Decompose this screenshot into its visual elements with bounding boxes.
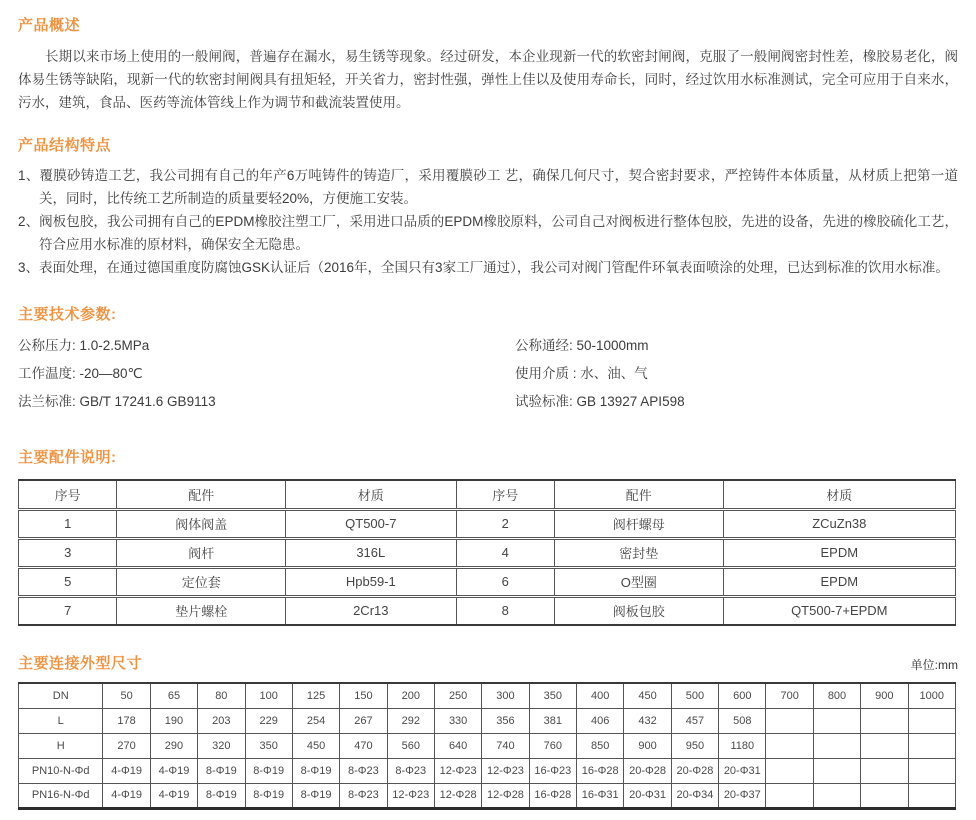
table-cell <box>813 783 860 808</box>
table-cell <box>861 708 908 733</box>
table-cell: 阀杆 <box>117 538 286 567</box>
table-cell <box>861 758 908 783</box>
table-cell: 267 <box>340 708 387 733</box>
table-cell: 203 <box>198 708 245 733</box>
table-cell: 定位套 <box>117 567 286 596</box>
table-cell: 8-Φ23 <box>340 783 387 808</box>
table-cell: 4 <box>456 538 554 567</box>
table-cell: 229 <box>245 708 292 733</box>
table-cell: 50 <box>103 683 150 708</box>
table-cell: 406 <box>577 708 624 733</box>
table-cell: 1 <box>19 509 117 538</box>
table-cell: 16-Φ31 <box>577 783 624 808</box>
table-row <box>19 509 956 538</box>
table-cell: 125 <box>292 683 339 708</box>
table-row <box>19 708 956 733</box>
table-cell: 350 <box>529 683 576 708</box>
table-cell: 800 <box>813 683 860 708</box>
table-cell <box>766 758 813 783</box>
table-cell: 8-Φ19 <box>198 758 245 783</box>
table-cell: 508 <box>719 708 766 733</box>
table-cell: 2Cr13 <box>286 596 457 625</box>
table-cell: DN <box>19 683 103 708</box>
table-cell: ZCuZn38 <box>723 509 955 538</box>
feature-text: 覆膜砂铸造工艺，我公司拥有自己的年产6万吨铸件的铸造厂，采用覆膜砂工 艺，确保几何尺寸，契合密封要求，严控铸件本体质量，从材质上把第一道关，同时，比传统工艺所制造的质量要轻20%，方便施工安装。 <box>39 168 958 206</box>
table-cell: 3 <box>19 538 117 567</box>
table-cell: 900 <box>624 733 671 758</box>
table-cell: 6 <box>456 567 554 596</box>
table-cell: EPDM <box>723 538 955 567</box>
table-cell: 450 <box>292 733 339 758</box>
table-cell: 8-Φ23 <box>387 758 434 783</box>
table-cell: 600 <box>719 683 766 708</box>
table-cell: QT500-7+EPDM <box>723 596 955 625</box>
table-row <box>19 683 956 708</box>
table-cell: 350 <box>245 733 292 758</box>
table-cell: 8-Φ19 <box>198 783 245 808</box>
table-cell: 1000 <box>908 683 955 708</box>
table-cell: 700 <box>766 683 813 708</box>
table-header-cell: 序号 <box>456 480 554 509</box>
table-row <box>19 567 956 596</box>
table-cell <box>908 708 955 733</box>
table-cell: 80 <box>198 683 245 708</box>
table-cell: 4-Φ19 <box>150 758 197 783</box>
features-list <box>18 164 958 279</box>
table-cell: 316L <box>286 538 457 567</box>
table-cell: 500 <box>671 683 718 708</box>
feature-text: 阀板包胶，我公司拥有自己的EPDM橡胶注塑工厂，采用进口品质的EPDM橡胶原料，公司自己对阀板进行整体包胶，先进的设备，先进的橡胶硫化工艺，符合应用水标准的原材料，确保安全无隐患。 <box>39 214 958 252</box>
table-cell: 8-Φ19 <box>245 783 292 808</box>
table-cell: O型圈 <box>554 567 723 596</box>
table-cell: L <box>19 708 103 733</box>
table-cell: 254 <box>292 708 339 733</box>
table-cell <box>766 708 813 733</box>
table-header-cell: 材质 <box>723 480 955 509</box>
table-cell: 4-Φ19 <box>150 783 197 808</box>
table-cell: 阀体阀盖 <box>117 509 286 538</box>
table-cell: 190 <box>150 708 197 733</box>
table-cell: 阀杆螺母 <box>554 509 723 538</box>
table-cell: 密封垫 <box>554 538 723 567</box>
feature-number: 2、 <box>18 214 40 229</box>
table-cell: H <box>19 733 103 758</box>
table-cell: 640 <box>434 733 481 758</box>
features-heading: 产品结构特点 <box>18 137 112 154</box>
table-cell: 292 <box>387 708 434 733</box>
table-cell: PN16-N-Φd <box>19 783 103 808</box>
table-cell <box>813 708 860 733</box>
param-nominal-diameter: 公称通经: 50-1000mm <box>515 338 649 353</box>
feature-item <box>18 164 958 210</box>
table-cell: 300 <box>482 683 529 708</box>
table-cell: 12-Φ28 <box>482 783 529 808</box>
table-cell: 1180 <box>719 733 766 758</box>
table-cell <box>813 758 860 783</box>
table-cell: 320 <box>198 733 245 758</box>
dimensions-table <box>18 682 956 810</box>
feature-number: 3、 <box>18 260 40 275</box>
dimensions-heading: 主要连接外型尺寸 <box>18 655 143 672</box>
feature-number: 1、 <box>18 168 40 183</box>
table-cell: 12-Φ23 <box>387 783 434 808</box>
table-cell: 290 <box>150 733 197 758</box>
table-row <box>19 758 956 783</box>
table-cell <box>813 733 860 758</box>
param-test-standard: 试验标准: GB 13927 API598 <box>515 394 685 409</box>
dimensions-heading-row <box>18 652 958 673</box>
table-cell: 4-Φ19 <box>103 783 150 808</box>
feature-item <box>18 210 958 256</box>
table-cell <box>908 758 955 783</box>
table-cell: 16-Φ28 <box>577 758 624 783</box>
table-cell: 8-Φ23 <box>340 758 387 783</box>
parameters-heading: 主要技术参数: <box>18 306 117 323</box>
feature-item <box>18 256 958 279</box>
overview-heading: 产品概述 <box>18 17 81 34</box>
table-cell: 65 <box>150 683 197 708</box>
table-cell: 20-Φ31 <box>624 783 671 808</box>
table-header-cell: 配件 <box>117 480 286 509</box>
table-cell <box>766 733 813 758</box>
table-cell: 8 <box>456 596 554 625</box>
table-cell <box>908 783 955 808</box>
table-cell: 381 <box>529 708 576 733</box>
table-cell: 400 <box>577 683 624 708</box>
table-cell: 8-Φ19 <box>292 758 339 783</box>
table-cell: 250 <box>434 683 481 708</box>
table-header-cell: 配件 <box>554 480 723 509</box>
parameters-left-column <box>18 332 515 416</box>
table-row <box>19 538 956 567</box>
overview-paragraph: 长期以来市场上使用的一般闸阀，普遍存在漏水，易生锈等现象。经过研发，本企业现新一代的软密封闸阀，克服了一般闸阀密封性差，橡胶易老化，阀体易生锈等缺陷，现新一代的软密封闸阀具有扭矩轻，开关省力，密封性强，弹性上佳以及使用寿命长，同时，经过饮用水标准测试，完全可应用于自来水，污水，建筑，食品、医药等流体管线上作为调节和截流装置使用。 <box>18 49 958 110</box>
table-cell: 740 <box>482 733 529 758</box>
table-cell: 20-Φ31 <box>719 758 766 783</box>
table-cell: 457 <box>671 708 718 733</box>
table-cell: 5 <box>19 567 117 596</box>
table-cell: 16-Φ23 <box>529 758 576 783</box>
table-cell: 100 <box>245 683 292 708</box>
table-cell: 8-Φ19 <box>292 783 339 808</box>
param-working-temperature: 工作温度: -20—80℃ <box>18 366 143 381</box>
table-cell: QT500-7 <box>286 509 457 538</box>
table-cell: 12-Φ28 <box>434 783 481 808</box>
table-cell: 560 <box>387 733 434 758</box>
table-cell: 950 <box>671 733 718 758</box>
param-medium: 使用介质 : 水、油、气 <box>515 366 648 381</box>
param-flange-standard: 法兰标准: GB/T 17241.6 GB9113 <box>18 394 216 409</box>
table-cell <box>861 783 908 808</box>
table-cell: 7 <box>19 596 117 625</box>
param-nominal-pressure: 公称压力: 1.0-2.5MPa <box>18 338 150 353</box>
table-row <box>19 733 956 758</box>
parameters-grid <box>18 332 958 416</box>
table-header-cell: 材质 <box>286 480 457 509</box>
table-cell: 4-Φ19 <box>103 758 150 783</box>
table-cell: 150 <box>340 683 387 708</box>
table-cell: PN10-N-Φd <box>19 758 103 783</box>
parts-table <box>18 479 956 626</box>
parts-table-body <box>19 509 956 625</box>
table-cell: 270 <box>103 733 150 758</box>
table-cell: 200 <box>387 683 434 708</box>
feature-text: 表面处理，在通过德国重度防腐蚀GSK认证后（2016年，全国只有3家工厂通过），我公司对阀门管配件环氧表面喷涂的处理，已达到标准的饮用水标准。 <box>39 260 949 275</box>
table-header-cell: 序号 <box>19 480 117 509</box>
table-cell <box>908 733 955 758</box>
table-cell: 760 <box>529 733 576 758</box>
table-cell: 178 <box>103 708 150 733</box>
table-cell: 330 <box>434 708 481 733</box>
table-cell <box>861 733 908 758</box>
table-cell: EPDM <box>723 567 955 596</box>
table-cell <box>766 783 813 808</box>
table-cell: 20-Φ37 <box>719 783 766 808</box>
table-cell: 850 <box>577 733 624 758</box>
parameters-right-column <box>515 332 958 416</box>
parts-heading: 主要配件说明: <box>18 449 117 466</box>
table-cell: 12-Φ23 <box>482 758 529 783</box>
table-cell: 900 <box>861 683 908 708</box>
table-cell: 16-Φ28 <box>529 783 576 808</box>
table-cell: 12-Φ23 <box>434 758 481 783</box>
table-cell: 20-Φ28 <box>671 758 718 783</box>
table-cell: 8-Φ19 <box>245 758 292 783</box>
table-cell: 470 <box>340 733 387 758</box>
table-row <box>19 596 956 625</box>
table-cell: 20-Φ34 <box>671 783 718 808</box>
table-row <box>19 783 956 808</box>
table-cell: 356 <box>482 708 529 733</box>
table-cell: Hpb59-1 <box>286 567 457 596</box>
table-cell: 垫片螺栓 <box>117 596 286 625</box>
parts-table-header-row <box>19 480 956 509</box>
table-cell: 432 <box>624 708 671 733</box>
table-cell: 阀板包胶 <box>554 596 723 625</box>
dimensions-table-body <box>19 683 956 808</box>
table-cell: 450 <box>624 683 671 708</box>
unit-label: 单位:mm <box>910 658 958 672</box>
table-cell: 20-Φ28 <box>624 758 671 783</box>
table-cell: 2 <box>456 509 554 538</box>
